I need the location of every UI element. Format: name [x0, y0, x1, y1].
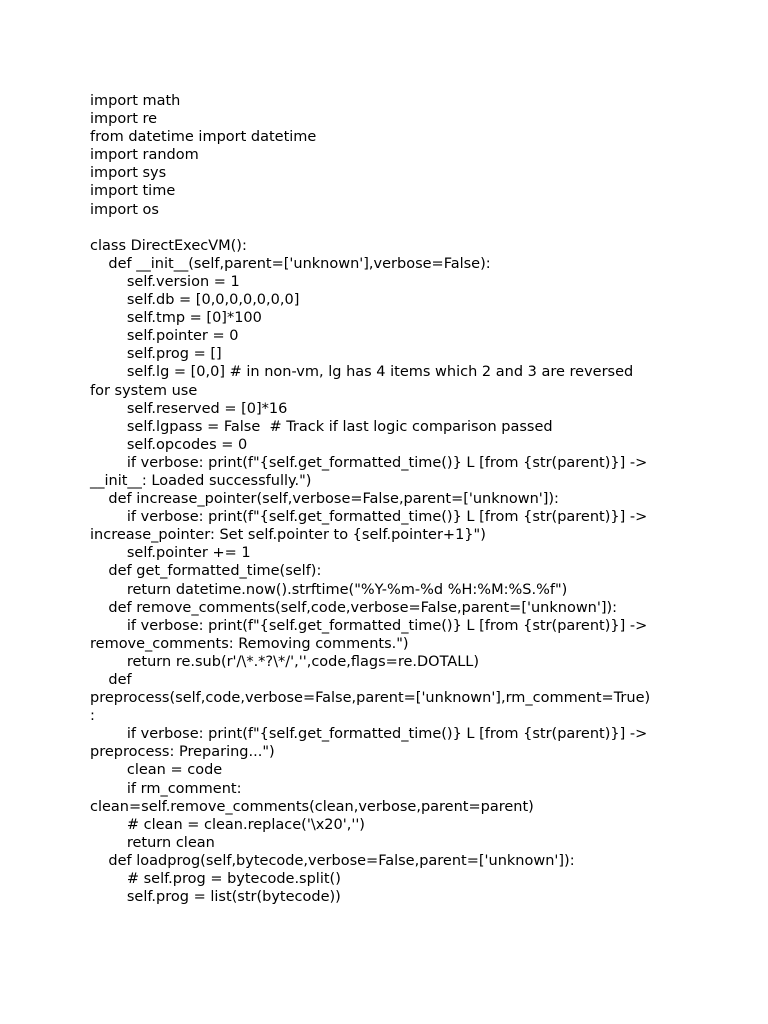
code-line: import random: [90, 147, 199, 164]
code-line: return datetime.now().strftime("%Y-%m-%d %H:%M:%S.%f"): [90, 581, 568, 598]
code-line: self.version = 1: [90, 273, 240, 290]
code-line: def loadprog(self,bytecode,verbose=False,parent=['unknown']):: [90, 852, 575, 869]
code-line: [90, 219, 690, 237]
code-line: if rm_comment:: [90, 780, 242, 797]
code-line: import re: [90, 111, 158, 128]
code-line: from datetime import datetime: [90, 129, 317, 146]
code-line: self.prog = list(str(bytecode)): [90, 889, 341, 906]
code-line: # self.prog = bytecode.split(): [90, 871, 341, 888]
code-line: import os: [90, 201, 159, 218]
code-line: class DirectExecVM():: [90, 237, 247, 254]
code-line: # clean = clean.replace('\x20',''): [90, 816, 365, 833]
code-line: import math: [90, 93, 181, 109]
code-line: return re.sub(r'/\*.*?\*/','',code,flags=re.DOTALL): [90, 653, 480, 670]
code-line: self.tmp = [0]*100: [90, 310, 262, 327]
code-line: def __init__(self,parent=['unknown'],verbose=False):: [90, 255, 491, 272]
code-line: clean = code: [90, 762, 223, 779]
code-line: self.pointer = 0: [90, 328, 239, 345]
code-line: self.pointer += 1: [90, 545, 251, 562]
code-line: import time: [90, 183, 176, 200]
code-line: if verbose: print(f"{self.get_formatted_time()} L [from {str(parent)}] ->: [90, 617, 648, 634]
code-line: def get_formatted_time(self):: [90, 563, 322, 580]
code-line: clean=self.remove_comments(clean,verbose,parent=parent): [90, 798, 534, 815]
code-line: preprocess(self,code,verbose=False,parent=['unknown'],rm_comment=True): [90, 690, 651, 707]
code-line: :: [90, 708, 95, 725]
code-line: self.db = [0,0,0,0,0,0,0]: [90, 292, 300, 309]
code-line: preprocess: Preparing..."): [90, 744, 275, 761]
code-line: import sys: [90, 165, 167, 182]
code-line: self.reserved = [0]*16: [90, 400, 288, 417]
code-line: increase_pointer: Set self.pointer to {self.pointer+1}"): [90, 527, 486, 544]
code-line: self.lg = [0,0] # in non-vm, lg has 4 items which 2 and 3 are reversed: [90, 364, 634, 381]
code-line: self.prog = []: [90, 346, 222, 363]
code-line: return clean: [90, 834, 215, 851]
code-line: if verbose: print(f"{self.get_formatted_time()} L [from {str(parent)}] ->: [90, 454, 648, 471]
code-line: for system use: [90, 382, 198, 399]
code-line: def increase_pointer(self,verbose=False,parent=['unknown']):: [90, 491, 559, 508]
code-line: self.lgpass = False # Track if last logic comparison passed: [90, 418, 553, 435]
code-line: def remove_comments(self,code,verbose=False,parent=['unknown']):: [90, 599, 618, 616]
code-line: def: [90, 672, 132, 688]
code-line: __init__: Loaded successfully."): [90, 472, 312, 489]
code-line: if verbose: print(f"{self.get_formatted_time()} L [from {str(parent)}] ->: [90, 726, 648, 743]
code-line: if verbose: print(f"{self.get_formatted_time()} L [from {str(parent)}] ->: [90, 509, 648, 526]
code-line: remove_comments: Removing comments."): [90, 635, 409, 652]
code-text-block: [90, 92, 690, 906]
code-line: self.opcodes = 0: [90, 436, 248, 453]
